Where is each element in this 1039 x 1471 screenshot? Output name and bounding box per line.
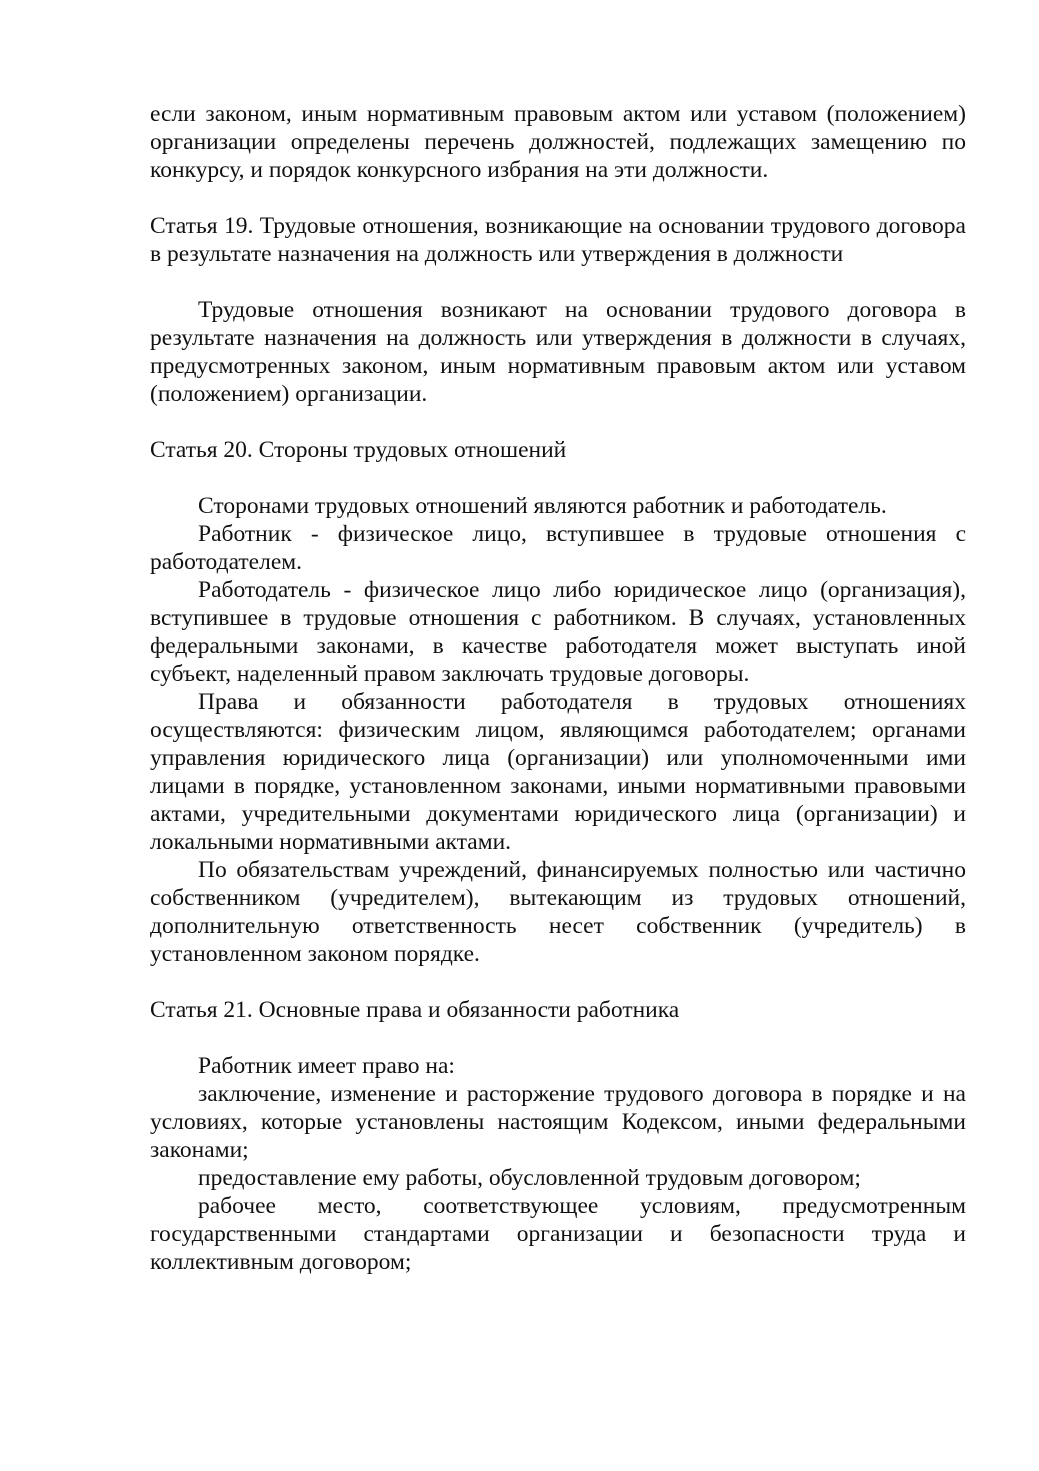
article-20-paragraph: Работник - физическое лицо, вступившее в трудовые отношения с работодателем. [150,521,966,575]
article-21-paragraph: рабочее место, соответствующее условиям, предусмотренным государственными стандартами организации и безопасности труда и коллективным договором; [150,1193,966,1275]
article-21-paragraph: заключение, изменение и расторжение трудового договора в порядке и на условиях, которые установлены настоящим Кодексом, иными федеральными законами; [150,1081,966,1163]
article-19-paragraph: Трудовые отношения возникают на основании трудового договора в результате назначения на должность или утверждения в должности в случаях, предусмотренных законом, иным нормативным правовым актом или уставом (положением) организации. [150,297,966,407]
article-20-heading: Статья 20. Стороны трудовых отношений [150,437,567,463]
article-21-paragraph: предоставление ему работы, обусловленной трудовым договором; [198,1165,861,1191]
article-20-paragraph: Работодатель - физическое лицо либо юридическое лицо (организация), вступившее в трудовые отношения с работником. В случаях, установленных федеральными законами, в качестве работодателя может выступать иной субъект, наделенный правом заключать трудовые договоры. [150,577,966,687]
spacer [150,1024,966,1052]
article-19-heading: Статья 19. Трудовые отношения, возникающие на основании трудового договора в результате назначения на должность или утверждения в должности [150,213,966,267]
article-20-paragraph: По обязательствам учреждений, финансируемых полностью или частично собственником (учредителем), вытекающим из трудовых отношений, дополнительную ответственность несет собственник (учредитель) в установленном законом порядке. [150,857,966,967]
document-page [150,100,966,1276]
article-20-paragraph: Сторонами трудовых отношений являются работник и работодатель. [198,493,887,519]
intro-paragraph: если законом, иным нормативным правовым актом или уставом (положением) организации определены перечень должностей, подлежащих замещению по конкурсу, и порядок конкурсного избрания на эти должности. [150,101,966,183]
spacer [150,408,966,436]
spacer [150,268,966,296]
spacer [150,464,966,492]
article-21-paragraph: Работник имеет право на: [198,1053,455,1079]
article-21-heading: Статья 21. Основные права и обязанности работника [150,997,680,1023]
article-20-paragraph: Права и обязанности работодателя в трудовых отношениях осуществляются: физическим лицом, являющимся работодателем; органами управления юридического лица (организации) или уполномоченными ими лицами в порядке, установленном законами, иными нормативными правовыми актами, учредительными документами юридического лица (организации) и локальными нормативными актами. [150,689,966,855]
spacer [150,968,966,996]
spacer [150,184,966,212]
